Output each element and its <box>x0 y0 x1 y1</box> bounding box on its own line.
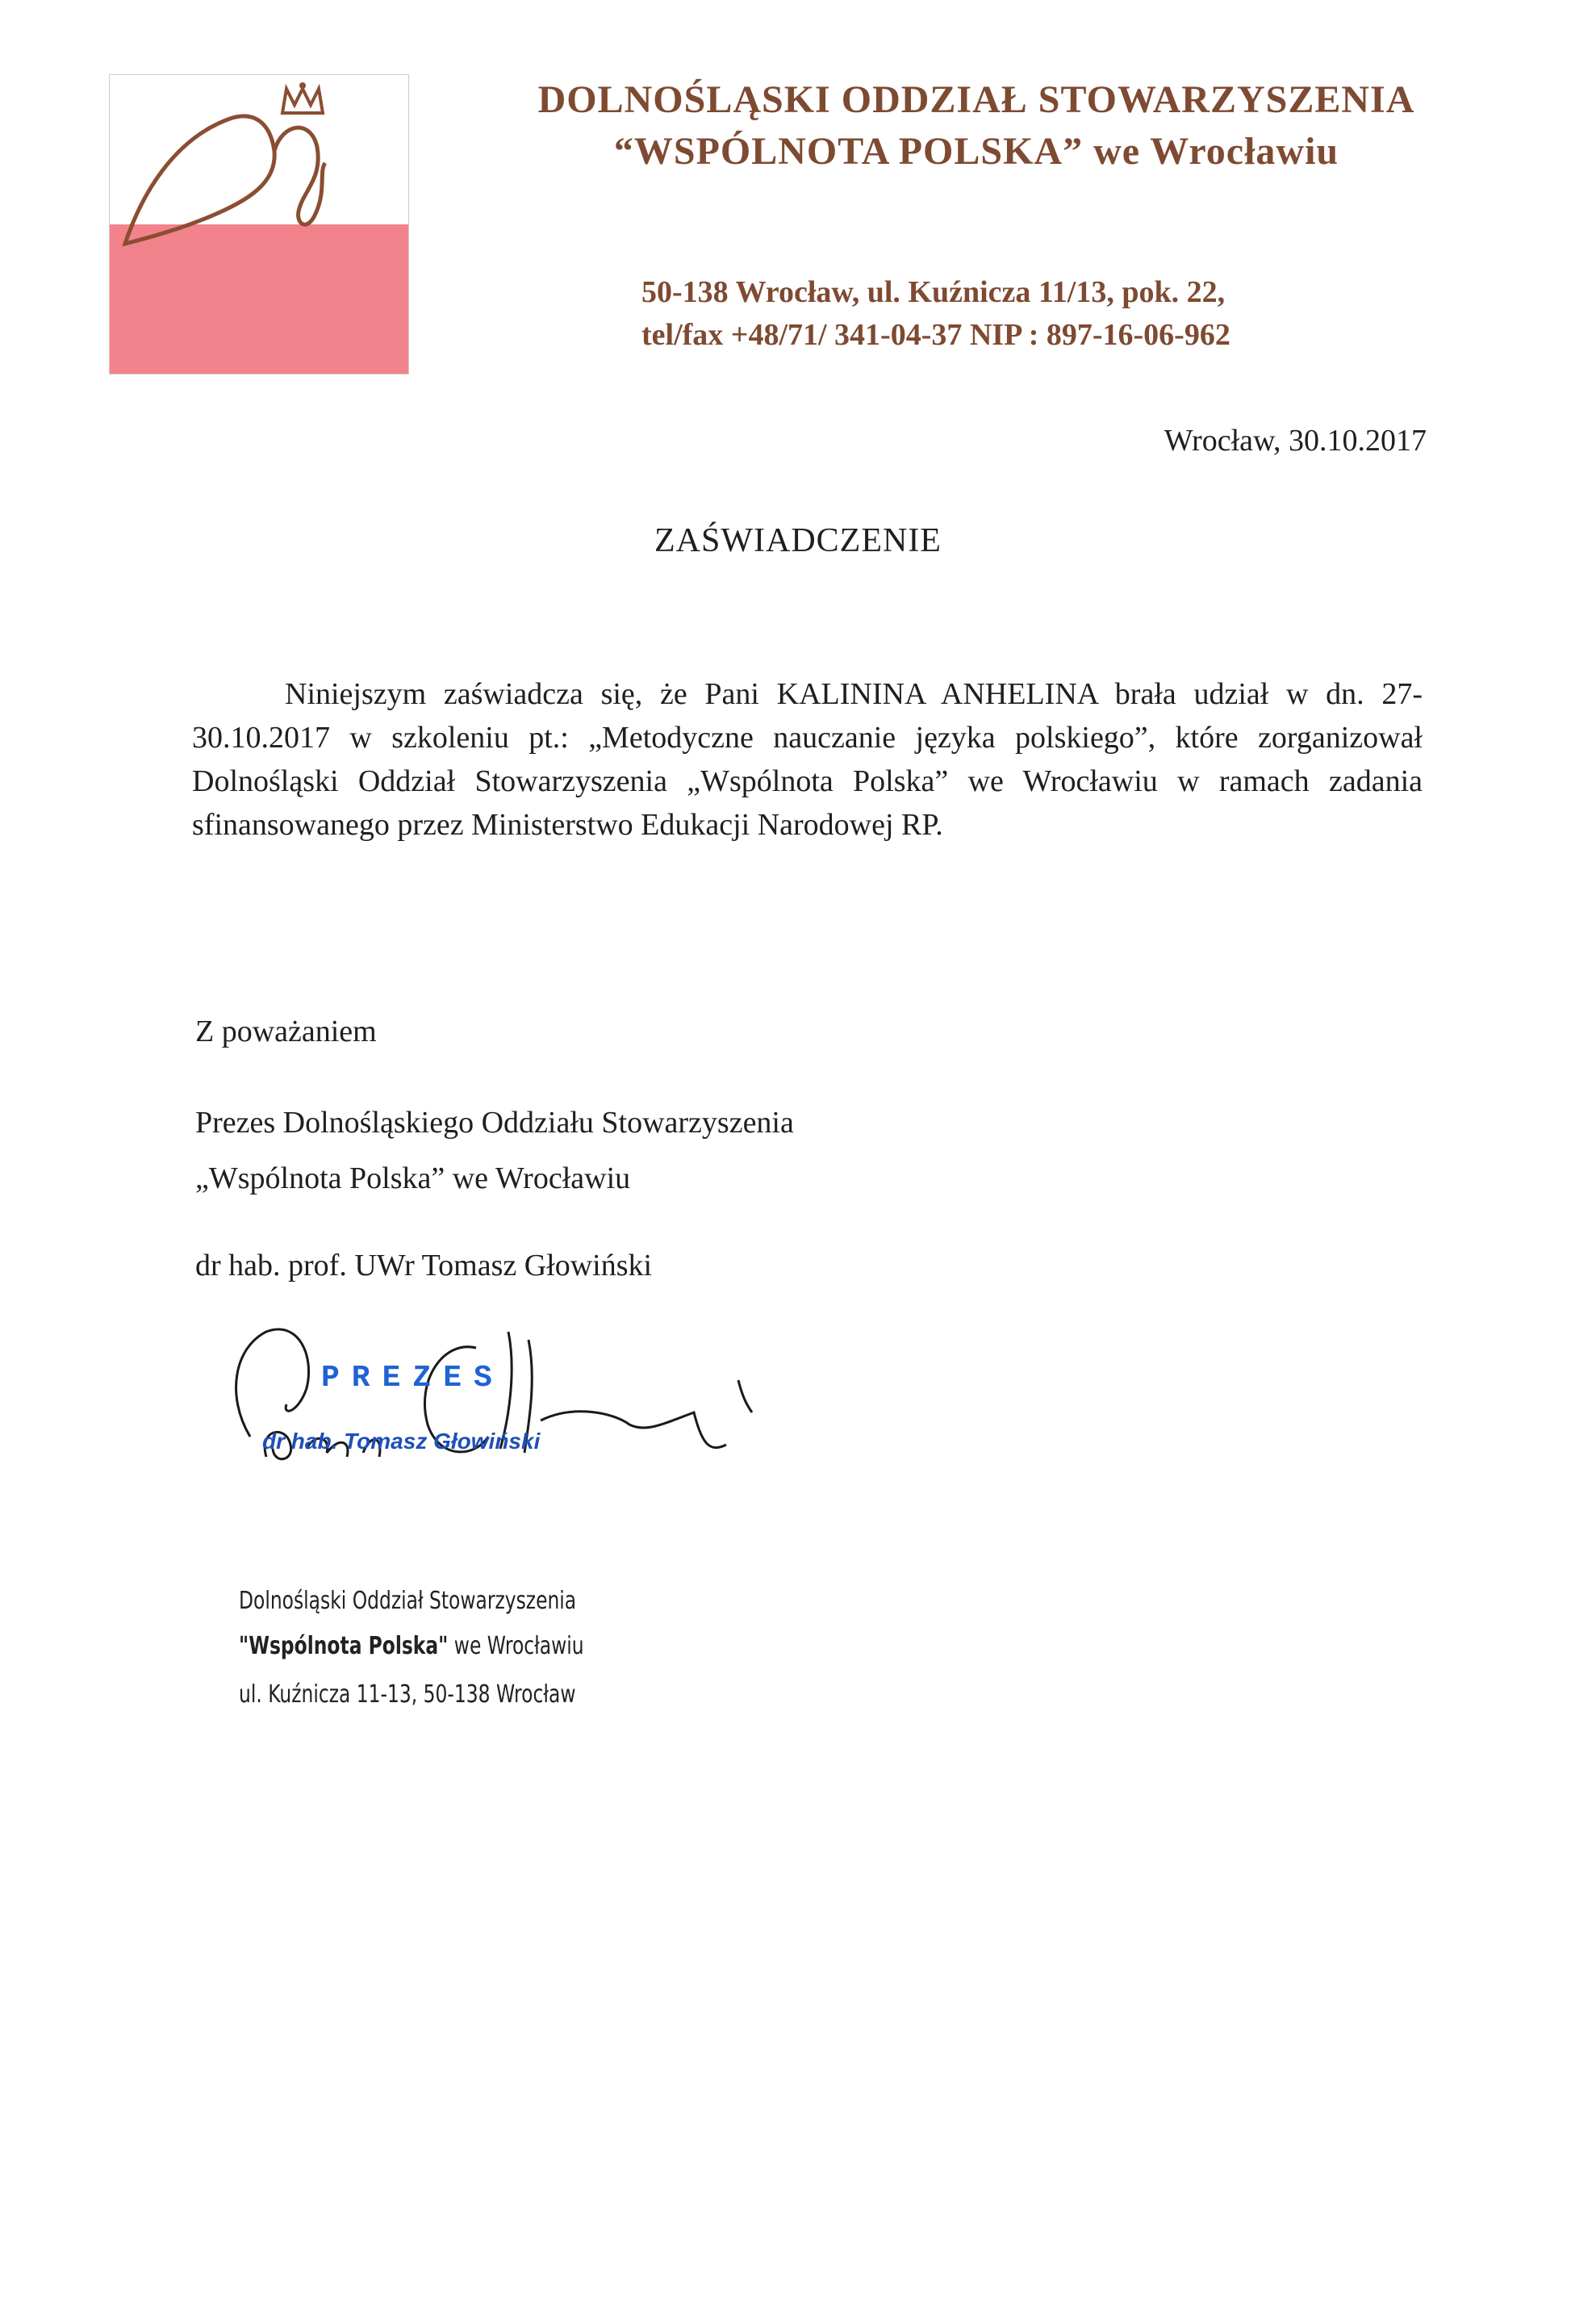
organization-logo <box>109 74 409 374</box>
handwritten-signature <box>210 1283 775 1525</box>
document-date: Wrocław, 30.10.2017 <box>1164 424 1427 458</box>
organization-name-line1: DOLNOŚLĄSKI ODDZIAŁ STOWARZYSZENIA <box>537 78 1415 121</box>
organization-stamp-line1: Dolnośląski Oddział Stowarzyszenia <box>239 1587 577 1615</box>
organization-stamp-city: we Wrocławiu <box>448 1632 584 1660</box>
signatory-position-line1: Prezes Dolnośląskiego Oddziału Stowarzyszenia <box>195 1106 794 1140</box>
organization-stamp-line2 <box>239 1632 584 1660</box>
certificate-body <box>192 672 1423 847</box>
document-title: ZAŚWIADCZENIE <box>654 522 942 559</box>
signature-stamp-name: dr hab. Tomasz Głowiński <box>262 1429 541 1454</box>
organization-address: 50-138 Wrocław, ul. Kuźnicza 11/13, pok. 22, <box>641 275 1226 309</box>
signatory-position-line2: „Wspólnota Polska” we Wrocławiu <box>195 1161 631 1195</box>
closing-salutation: Z poważaniem <box>195 1015 377 1048</box>
organization-contact: tel/fax +48/71/ 341-04-37 NIP : 897-16-06-962 <box>641 318 1230 352</box>
signatory-name: dr hab. prof. UWr Tomasz Głowiński <box>195 1249 653 1282</box>
certificate-body-text: Niniejszym zaświadcza się, że Pani KALININA ANHELINA brała udział w dn. 27-30.10.2017 w szkoleniu pt.: „Metodyczne nauczanie języka polskiego”, które zorganizował Dolnośląski Oddział Stowarzyszenia „Wspólnota Polska” we Wrocławiu w ramach zadania sfinansowanego przez Ministerstwo Edukacji Narodowej RP. <box>192 677 1423 842</box>
organization-stamp-address: ul. Kuźnicza 11-13, 50-138 Wrocław <box>239 1680 576 1709</box>
organization-stamp-name: "Wspólnota Polska" <box>239 1632 449 1660</box>
signature-stamp-title: PREZES <box>321 1361 504 1395</box>
organization-name-line2: “WSPÓLNOTA POLSKA” we Wrocławiu <box>613 130 1339 173</box>
